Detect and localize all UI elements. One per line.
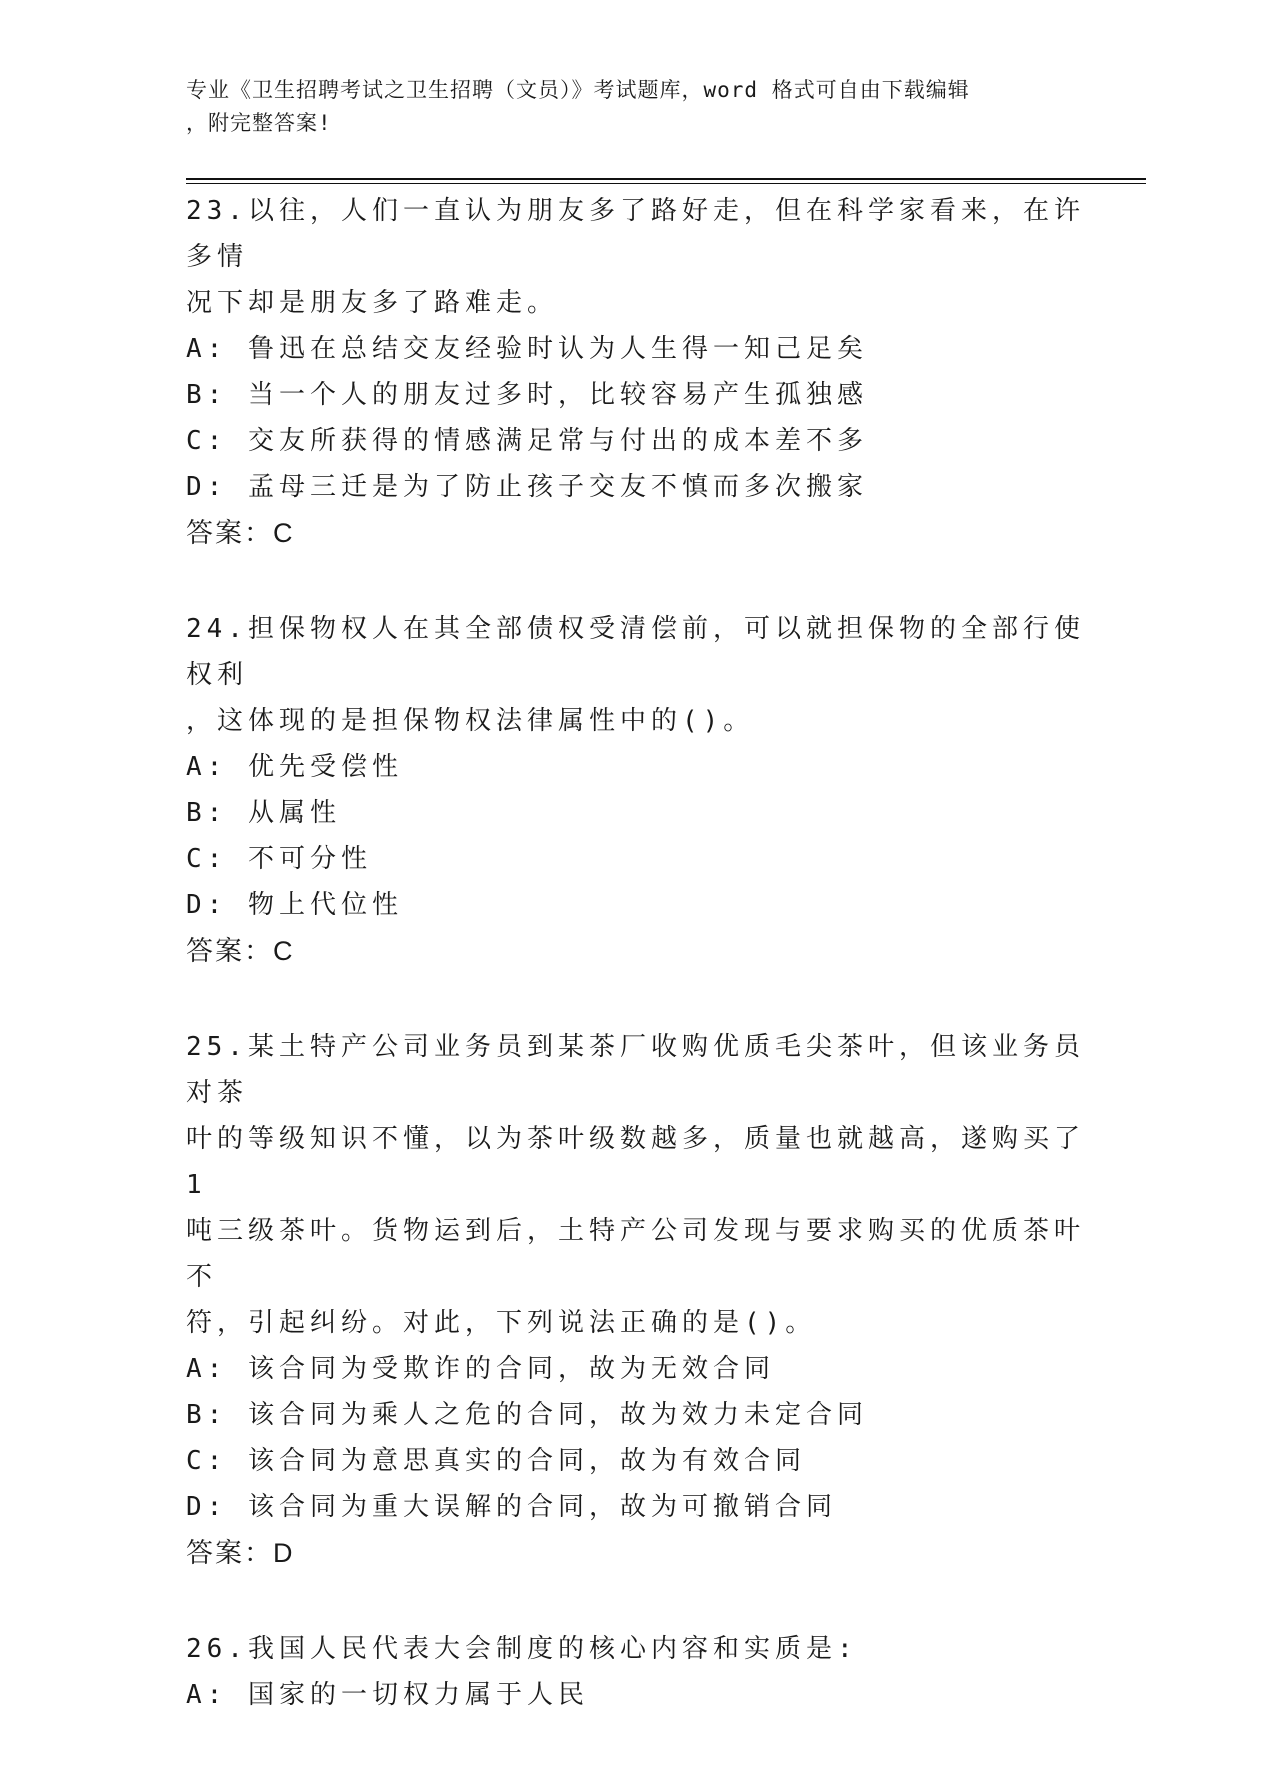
option-a: A: 鲁迅在总结交友经验时认为人生得一知己足矣: [186, 334, 868, 364]
option-d: D: 物上代位性: [186, 890, 403, 920]
option-c: C: 不可分性: [186, 844, 372, 874]
question-stem-line: 24.担保物权人在其全部债权受清偿前，可以就担保物的全部行使权利: [186, 614, 1085, 690]
question-list: [186, 188, 1086, 1768]
question-stem-line: 吨三级茶叶。货物运到后，土特产公司发现与要求购买的优质茶叶不: [186, 1216, 1086, 1292]
option-d: D: 孟母三迁是为了防止孩子交友不慎而多次搬家: [186, 472, 868, 502]
header-rule-thin: [186, 183, 1146, 184]
question-25: [186, 1024, 1086, 1576]
question-stem-line: 符，引起纠纷。对此，下列说法正确的是()。: [186, 1308, 817, 1338]
question-stem-line: 23.以往，人们一直认为朋友多了路好走，但在科学家看来，在许多情: [186, 196, 1085, 272]
option-b: B: 当一个人的朋友过多时，比较容易产生孤独感: [186, 380, 868, 410]
question-26: [186, 1626, 1086, 1718]
question-24: [186, 606, 1086, 974]
question-stem-line: ，这体现的是担保物权法律属性中的()。: [186, 706, 755, 736]
option-a: A: 国家的一切权力属于人民: [186, 1680, 589, 1710]
document-header: [186, 74, 1066, 140]
header-line-1: 专业《卫生招聘考试之卫生招聘（文员）》考试题库，word 格式可自由下载编辑: [186, 78, 970, 102]
question-stem-line: 叶的等级知识不懂，以为茶叶级数越多，质量也就越高，遂购买了 1: [186, 1124, 1086, 1200]
option-b: B: 该合同为乘人之危的合同，故为效力未定合同: [186, 1400, 868, 1430]
option-a: A: 该合同为受欺诈的合同，故为无效合同: [186, 1354, 775, 1384]
option-c: C: 该合同为意思真实的合同，故为有效合同: [186, 1446, 806, 1476]
answer: 答案：C: [186, 518, 295, 548]
option-d: D: 该合同为重大误解的合同，故为可撤销合同: [186, 1492, 837, 1522]
question-23: [186, 188, 1086, 556]
question-stem-line: 26.我国人民代表大会制度的核心内容和实质是:: [186, 1634, 858, 1664]
header-line-2: ，附完整答案!: [186, 111, 332, 135]
header-rule-thick: [186, 178, 1146, 180]
option-b: B: 从属性: [186, 798, 341, 828]
answer: 答案：C: [186, 936, 295, 966]
answer: 答案：D: [186, 1538, 295, 1568]
option-c: C: 交友所获得的情感满足常与付出的成本差不多: [186, 426, 868, 456]
option-a: A: 优先受偿性: [186, 752, 403, 782]
question-stem-line: 25.某土特产公司业务员到某茶厂收购优质毛尖茶叶，但该业务员对茶: [186, 1032, 1085, 1108]
question-stem-line: 况下却是朋友多了路难走。: [186, 288, 559, 318]
